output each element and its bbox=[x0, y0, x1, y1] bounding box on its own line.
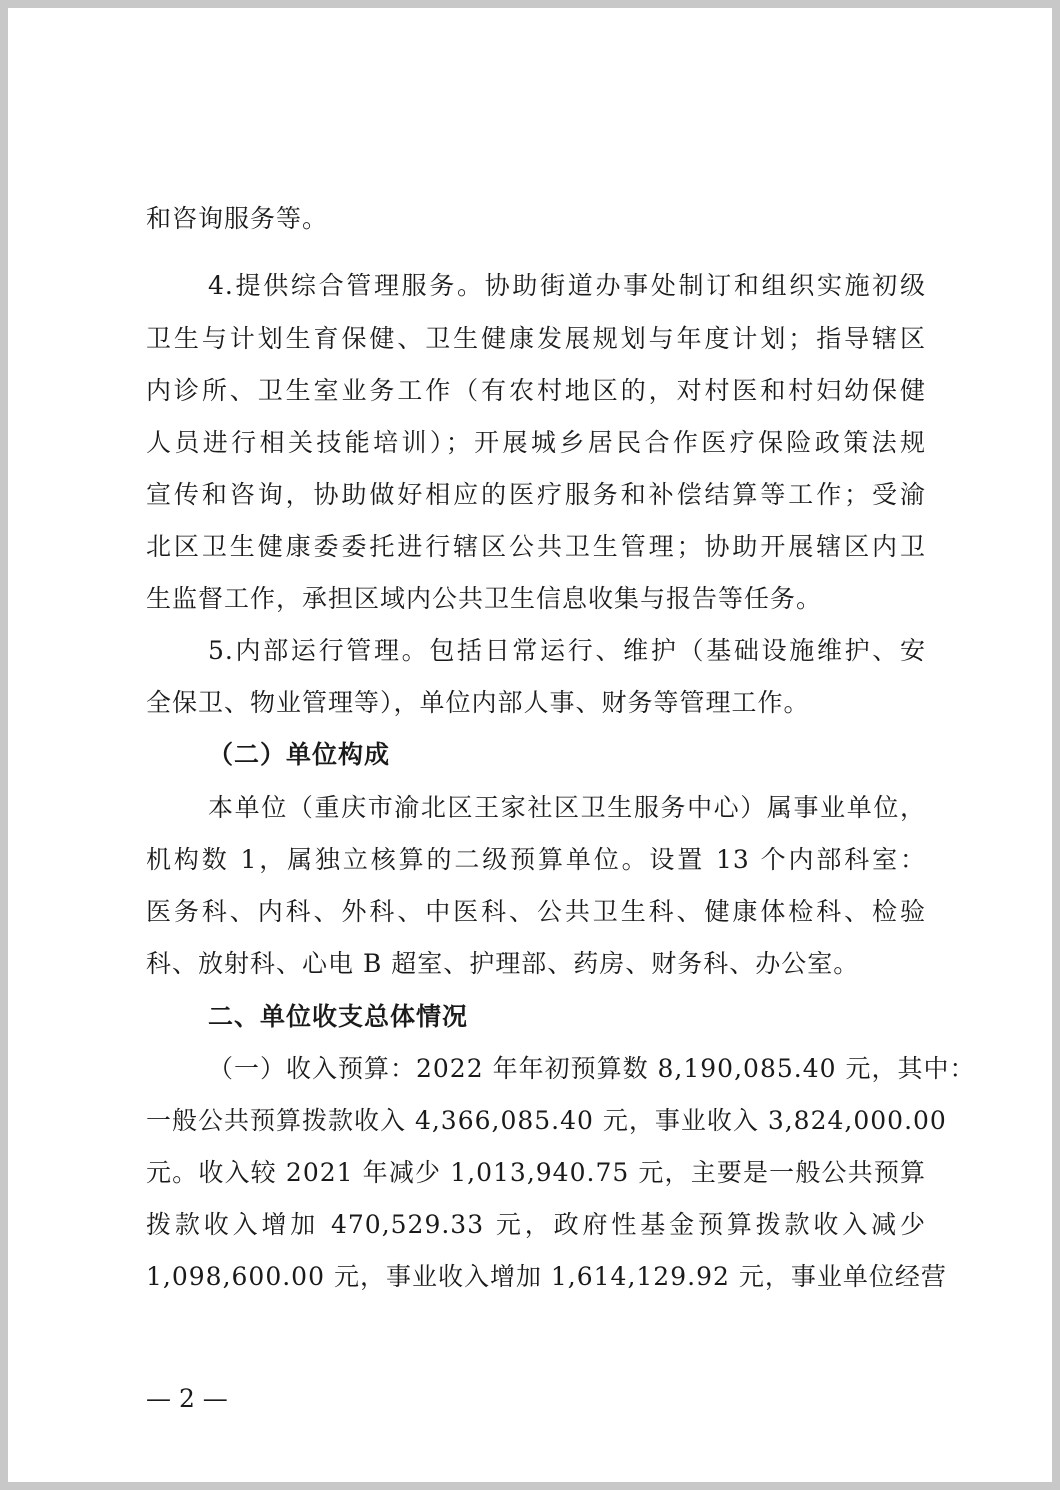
text-line: 机构数 1，属独立核算的二级预算单位。设置 13 个内部科室： bbox=[146, 845, 926, 874]
text-line: （一）收入预算：2022 年年初预算数 8,190,085.40 元，其中： bbox=[208, 1054, 976, 1083]
section-heading: （二）单位构成 bbox=[208, 740, 391, 769]
page-number: — 2 — bbox=[146, 1384, 228, 1413]
text-line: 4.提供综合管理服务。协助街道办事处制订和组织实施初级 bbox=[208, 271, 926, 300]
text-line: 5.内部运行管理。包括日常运行、维护（基础设施维护、安 bbox=[208, 636, 926, 665]
text-line: 拨款收入增加 470,529.33 元，政府性基金预算拨款收入减少 bbox=[146, 1210, 926, 1239]
section-heading: 二、单位收支总体情况 bbox=[208, 1002, 469, 1031]
text-line: 元。收入较 2021 年减少 1,013,940.75 元，主要是一般公共预算 bbox=[146, 1158, 926, 1187]
text-line: 一般公共预算拨款收入 4,366,085.40 元，事业收入 3,824,000.00 bbox=[146, 1106, 947, 1135]
document-page bbox=[8, 8, 1052, 1482]
text-line: 科、放射科、心电 B 超室、护理部、药房、财务科、办公室。 bbox=[146, 949, 860, 978]
text-line: 卫生与计划生育保健、卫生健康发展规划与年度计划；指导辖区 bbox=[146, 324, 926, 353]
text-line: 医务科、内科、外科、中医科、公共卫生科、健康体检科、检验 bbox=[146, 897, 926, 926]
text-line: 生监督工作，承担区域内公共卫生信息收集与报告等任务。 bbox=[146, 584, 823, 613]
text-line: 和咨询服务等。 bbox=[146, 204, 329, 233]
text-line: 1,098,600.00 元，事业收入增加 1,614,129.92 元，事业单位经营 bbox=[146, 1262, 947, 1291]
text-line: 宣传和咨询，协助做好相应的医疗服务和补偿结算等工作；受渝 bbox=[146, 480, 926, 509]
text-line: 人员进行相关技能培训）；开展城乡居民合作医疗保险政策法规 bbox=[146, 428, 926, 457]
text-line: 本单位（重庆市渝北区王家社区卫生服务中心）属事业单位， bbox=[208, 793, 926, 822]
text-line: 全保卫、物业管理等），单位内部人事、财务等管理工作。 bbox=[146, 688, 810, 717]
text-line: 内诊所、卫生室业务工作（有农村地区的，对村医和村妇幼保健 bbox=[146, 376, 926, 405]
text-line: 北区卫生健康委委托进行辖区公共卫生管理；协助开展辖区内卫 bbox=[146, 532, 926, 561]
